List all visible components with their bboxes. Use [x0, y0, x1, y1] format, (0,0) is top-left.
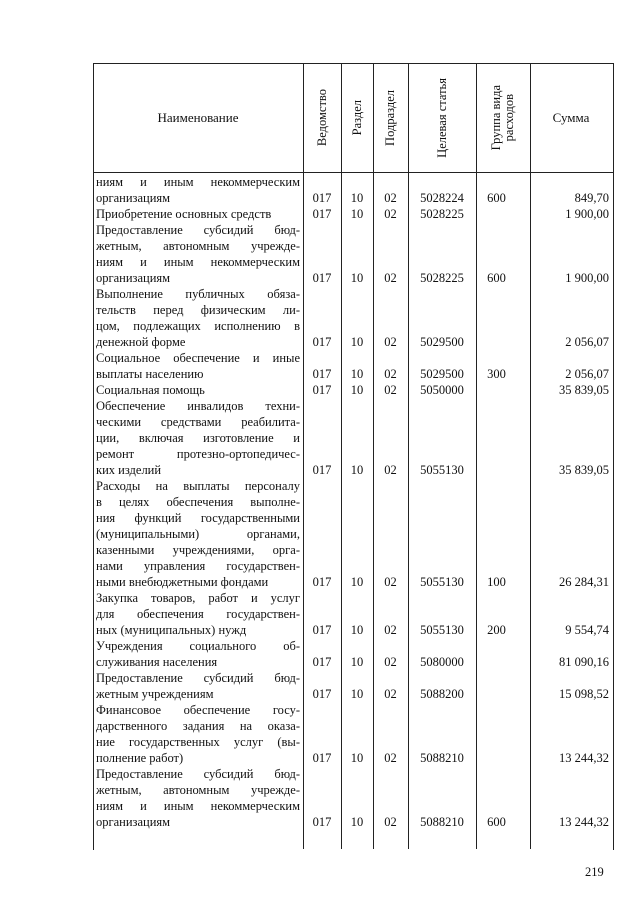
row-name-line: денежной форме — [96, 335, 186, 349]
cell-grp: 300 — [487, 367, 506, 381]
row-name-line: жетным учреждениям — [96, 687, 214, 701]
row-name-line: Предоставление субсидий бюд- — [96, 223, 300, 237]
cell-pod: 02 — [384, 687, 397, 701]
row-name-line: организациям — [96, 191, 171, 205]
row-name-line: Предоставление субсидий бюд- — [96, 671, 300, 685]
row-name-line: Закупка товаров, работ и услуг — [96, 591, 300, 605]
cell-raz: 10 — [350, 383, 364, 397]
cell-raz: 10 — [350, 655, 364, 669]
row-name — [96, 382, 300, 398]
cell-pod: 02 — [384, 655, 397, 669]
cell-pod: 02 — [384, 623, 397, 637]
cell-sum: 35 839,05 — [559, 383, 609, 397]
cell-pod: 02 — [384, 815, 397, 829]
cell-sum: 1 900,00 — [565, 207, 609, 221]
header-divider — [93, 172, 613, 173]
header-vedomstvo: Ведомство — [314, 88, 329, 147]
cell-pod: 02 — [384, 207, 397, 221]
cell-grp: 600 — [487, 815, 506, 829]
row-name-line: ремонт протезно-ортопедичес- — [96, 447, 300, 461]
row-name — [96, 350, 300, 382]
cell-ved: 017 — [312, 191, 332, 205]
row-name-line: Приобретение основных средств — [96, 207, 272, 221]
row-name — [96, 590, 300, 638]
cell-ved: 017 — [312, 367, 332, 381]
cell-pod: 02 — [384, 271, 397, 285]
cell-ved: 017 — [312, 655, 332, 669]
row-name-line: ниям и иным некоммерческим — [96, 175, 300, 189]
header-summa: Сумма — [552, 109, 590, 125]
row-name-line: Выполнение публичных обяза- — [96, 287, 300, 301]
cell-ved: 017 — [312, 623, 332, 637]
row-name-line: в целях обеспечения выполне- — [96, 495, 300, 509]
row-name — [96, 478, 300, 590]
row-name-line: Обеспечение инвалидов техни- — [96, 399, 300, 413]
cell-sum: 81 090,16 — [559, 655, 609, 669]
cell-cel: 5080000 — [420, 655, 464, 669]
cell-ved: 017 — [312, 575, 332, 589]
cell-raz: 10 — [350, 751, 364, 765]
cell-cel: 5055130 — [420, 575, 464, 589]
row-name-line: нами управления государствен- — [96, 559, 300, 573]
row-name-line: организациям — [96, 815, 171, 829]
row-name-line: ции, включая изготовление и — [96, 431, 300, 445]
row-name — [96, 398, 300, 478]
row-name-line: Социальная помощь — [96, 383, 205, 397]
row-name-line: Учреждения социального об- — [96, 639, 300, 653]
row-name-line: для обеспечения государствен- — [96, 607, 300, 621]
cell-raz: 10 — [350, 463, 364, 477]
cell-sum: 13 244,32 — [559, 815, 609, 829]
cell-raz: 10 — [350, 191, 364, 205]
row-name-line: Социальное обеспечение и иные — [96, 351, 300, 365]
column-divider — [303, 63, 304, 849]
column-divider — [341, 63, 342, 849]
row-name-line: полнение работ) — [96, 751, 184, 765]
cell-pod: 02 — [384, 463, 397, 477]
header-gruppa: Группа вида расходов — [489, 84, 516, 151]
cell-sum: 26 284,31 — [559, 575, 609, 589]
row-name-line: цом, подлежащих исполнению в — [96, 319, 300, 333]
row-name-line: ниям и иным некоммерческим — [96, 255, 300, 269]
cell-pod: 02 — [384, 191, 397, 205]
row-name — [96, 222, 300, 286]
cell-raz: 10 — [350, 815, 364, 829]
cell-cel: 5028225 — [420, 271, 464, 285]
cell-raz: 10 — [350, 207, 364, 221]
cell-ved: 017 — [312, 687, 332, 701]
row-name-line: служивания населения — [96, 655, 218, 669]
cell-sum: 35 839,05 — [559, 463, 609, 477]
cell-grp: 600 — [487, 271, 506, 285]
row-name — [96, 670, 300, 702]
row-name — [96, 766, 300, 830]
cell-raz: 10 — [350, 623, 364, 637]
cell-raz: 10 — [350, 367, 364, 381]
row-name — [96, 286, 300, 350]
header-name: Наименование — [157, 109, 239, 125]
cell-cel: 5029500 — [420, 335, 464, 349]
cell-ved: 017 — [312, 271, 332, 285]
cell-ved: 017 — [312, 335, 332, 349]
row-name — [96, 174, 300, 206]
cell-ved: 017 — [312, 751, 332, 765]
row-name-line: выплаты населению — [96, 367, 204, 381]
cell-pod: 02 — [384, 383, 397, 397]
cell-grp: 600 — [487, 191, 506, 205]
cell-raz: 10 — [350, 687, 364, 701]
page-number: 219 — [585, 865, 604, 879]
row-name-line: жетным, автономным учрежде- — [96, 239, 300, 253]
cell-pod: 02 — [384, 367, 397, 381]
cell-pod: 02 — [384, 335, 397, 349]
cell-sum: 15 098,52 — [559, 687, 609, 701]
cell-cel: 5029500 — [420, 367, 464, 381]
column-divider — [530, 63, 531, 849]
row-name-line: Расходы на выплаты персоналу — [96, 479, 300, 493]
header-celevaya: Целевая статья — [434, 77, 449, 158]
row-name-line: дарственного задания на оказа- — [96, 719, 300, 733]
column-divider — [373, 63, 374, 849]
cell-sum: 13 244,32 — [559, 751, 609, 765]
row-name-line: ние государственных услуг (вы- — [96, 735, 300, 749]
cell-sum: 2 056,07 — [565, 367, 609, 381]
row-name-line: Финансовое обеспечение госу- — [96, 703, 300, 717]
column-divider — [476, 63, 477, 849]
cell-ved: 017 — [312, 463, 332, 477]
row-name — [96, 638, 300, 670]
cell-raz: 10 — [350, 575, 364, 589]
cell-grp: 100 — [487, 575, 506, 589]
cell-cel: 5028224 — [420, 191, 464, 205]
row-name-line: ных (муниципальных) нужд — [96, 623, 247, 637]
cell-pod: 02 — [384, 751, 397, 765]
cell-ved: 017 — [312, 383, 332, 397]
row-name-line: жетным, автономным учрежде- — [96, 783, 300, 797]
row-name-line: тельств перед физическим ли- — [96, 303, 300, 317]
cell-cel: 5028225 — [420, 207, 464, 221]
cell-cel: 5088210 — [420, 815, 464, 829]
row-name-line: ниям и иным некоммерческим — [96, 799, 300, 813]
row-name-line: ными внебюджетными фондами — [96, 575, 269, 589]
column-divider — [408, 63, 409, 849]
row-name-line: организациям — [96, 271, 171, 285]
header-razdel: Раздел — [349, 99, 364, 136]
cell-cel: 5055130 — [420, 623, 464, 637]
cell-cel: 5088200 — [420, 687, 464, 701]
cell-ved: 017 — [312, 207, 332, 221]
row-name-line: (муниципальными) органами, — [96, 527, 300, 541]
cell-cel: 5055130 — [420, 463, 464, 477]
cell-sum: 9 554,74 — [565, 623, 609, 637]
row-name-line: Предоставление субсидий бюд- — [96, 767, 300, 781]
cell-raz: 10 — [350, 335, 364, 349]
row-name-line: казенными учреждениями, орга- — [96, 543, 300, 557]
cell-raz: 10 — [350, 271, 364, 285]
cell-cel: 5088210 — [420, 751, 464, 765]
header-podrazdel: Подраздел — [383, 89, 397, 146]
row-name-line: ческими средствами реабилита- — [96, 415, 300, 429]
cell-sum: 849,70 — [574, 191, 609, 205]
row-name — [96, 206, 300, 222]
cell-pod: 02 — [384, 575, 397, 589]
cell-grp: 200 — [487, 623, 506, 637]
cell-sum: 1 900,00 — [565, 271, 609, 285]
row-name-line: ния функций государственными — [96, 511, 300, 525]
cell-ved: 017 — [312, 815, 332, 829]
cell-cel: 5050000 — [420, 383, 464, 397]
cell-sum: 2 056,07 — [565, 335, 609, 349]
row-name-line: ких изделий — [96, 463, 162, 477]
row-name — [96, 702, 300, 766]
